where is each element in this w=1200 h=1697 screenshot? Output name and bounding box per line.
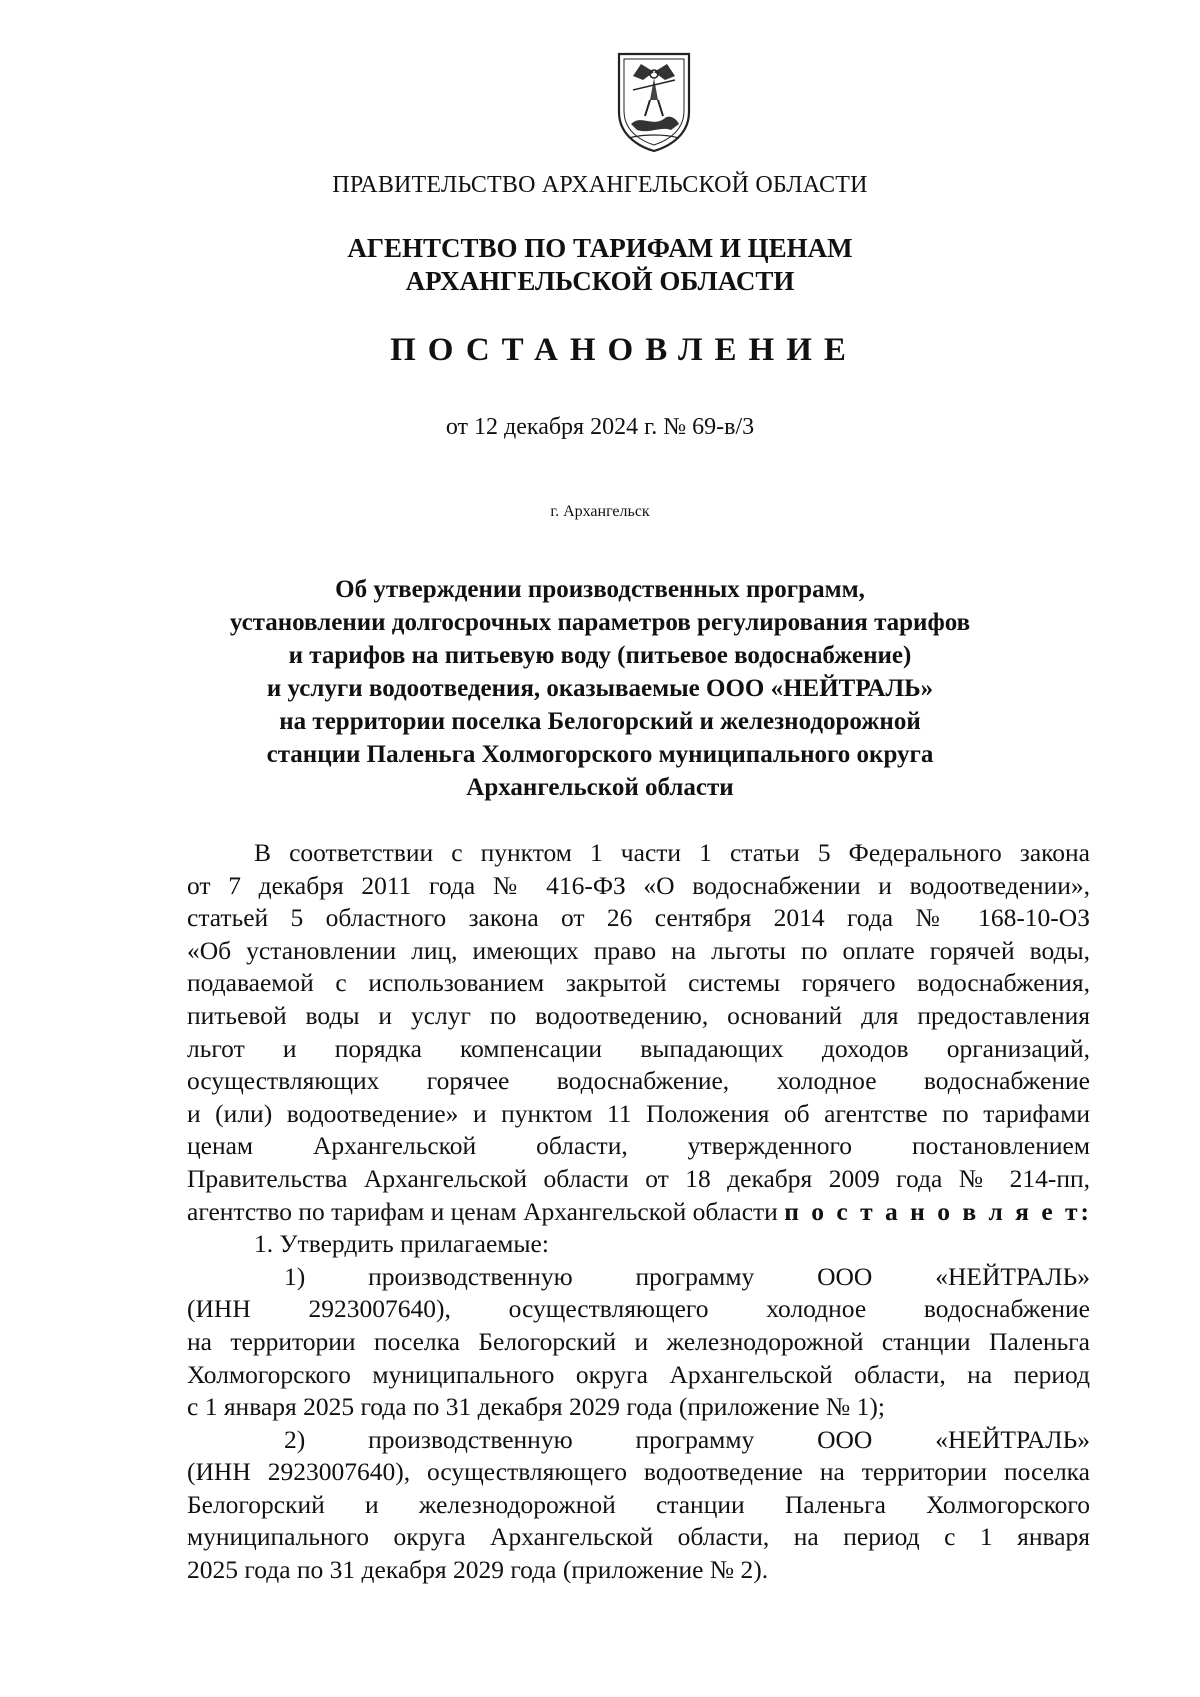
subject-line: установлении долгосрочных параметров регулирования тарифов xyxy=(229,609,971,636)
preamble-line: питьевой воды и услуг по водоотведению, оснований для предоставления xyxy=(187,1000,1090,1030)
preamble-line: Правительства Архангельской области от 18 декабря 2009 года № 214-пп, xyxy=(187,1163,1090,1193)
government-heading: ПРАВИТЕЛЬСТВО АРХАНГЕЛЬСКОЙ ОБЛАСТИ xyxy=(332,172,868,198)
subject-line: станции Паленьга Холмогорского муниципального округа xyxy=(266,741,934,768)
preamble-line: подаваемой с использованием закрытой системы горячего водоснабжения, xyxy=(187,968,1090,998)
document-subject xyxy=(0,573,1200,804)
preamble-line: ценам Архангельской области, утвержденного постановлением xyxy=(187,1131,1090,1161)
resolve-prefix: агентство по тарифам и ценам Архангельской области xyxy=(187,1196,785,1226)
subitem-1-line: с 1 января 2025 года по 31 декабря 2029 года (приложение № 1); xyxy=(187,1392,885,1422)
document-type-title: ПОСТАНОВЛЕНИЕ xyxy=(390,332,858,368)
subitem-1-line: (ИНН 2923007640), осуществляющего холодное водоснабжение xyxy=(187,1294,1090,1324)
date-and-number: от 12 декабря 2024 г. № 69-в/3 xyxy=(445,414,755,440)
item-1: 1. Утвердить прилагаемые: xyxy=(254,1229,549,1259)
preamble-line: от 7 декабря 2011 года № 416-ФЗ «О водоснабжении и водоотведении», xyxy=(187,870,1090,900)
subitem-2-line: Белогорский и железнодорожной станции Паленьга Холмогорского xyxy=(187,1489,1090,1519)
agency-heading xyxy=(0,232,1200,298)
preamble-line: льгот и порядка компенсации выпадающих доходов организаций, xyxy=(187,1033,1090,1063)
preamble-line: статьей 5 областного закона от 26 сентября 2014 года № 168-10-ОЗ xyxy=(187,903,1090,933)
subject-line: на территории поселка Белогорский и железнодорожной xyxy=(279,708,921,735)
resolve-line xyxy=(187,1196,1093,1229)
subject-line: и тарифов на питьевую воду (питьевое водоснабжение) xyxy=(288,642,912,669)
preamble-line: осуществляющих горячее водоснабжение, холодное водоснабжение xyxy=(187,1066,1090,1096)
subitem-1-line: на территории поселка Белогорский и железнодорожной станции Паленьга xyxy=(187,1326,1090,1356)
subitem-1-line: 1) производственную программу ООО «НЕЙТРАЛЬ» xyxy=(284,1261,1090,1291)
agency-line-2: АРХАНГЕЛЬСКОЙ ОБЛАСТИ xyxy=(405,266,795,296)
subitem-1-line: Холмогорского муниципального округа Архангельской области, на период xyxy=(187,1359,1090,1389)
subject-line: Об утверждении производственных программ, xyxy=(335,576,865,603)
subitem-2-line: (ИНН 2923007640), осуществляющего водоотведение на территории поселка xyxy=(187,1457,1090,1487)
subject-line: и услуги водоотведения, оказываемые ООО «НЕЙТРАЛЬ» xyxy=(266,675,934,702)
document-body xyxy=(187,837,1093,1587)
resolve-word: п о с т а н о в л я е т: xyxy=(784,1196,1093,1226)
subitem-2-line: 2) производственную программу ООО «НЕЙТРАЛЬ» xyxy=(284,1424,1090,1454)
preamble-line: В соответствии с пунктом 1 части 1 статьи 5 Федерального закона xyxy=(254,838,1090,867)
subitem-2-line: муниципального округа Архангельской области, на период с 1 января xyxy=(187,1522,1090,1552)
subject-line: Архангельской области xyxy=(466,774,734,801)
preamble-line: и (или) водоотведение» и пунктом 11 Положения об агентстве по тарифами xyxy=(187,1098,1090,1128)
coat-of-arms-emblem xyxy=(613,50,695,154)
subitem-2-line: 2025 года по 31 декабря 2029 года (приложение № 2). xyxy=(187,1555,769,1585)
preamble-line: «Об установлении лиц, имеющих право на льготы по оплате горячей воды, xyxy=(187,935,1090,965)
city: г. Архангельск xyxy=(550,503,650,520)
agency-line-1: АГЕНТСТВО ПО ТАРИФАМ И ЦЕНАМ xyxy=(347,233,853,263)
